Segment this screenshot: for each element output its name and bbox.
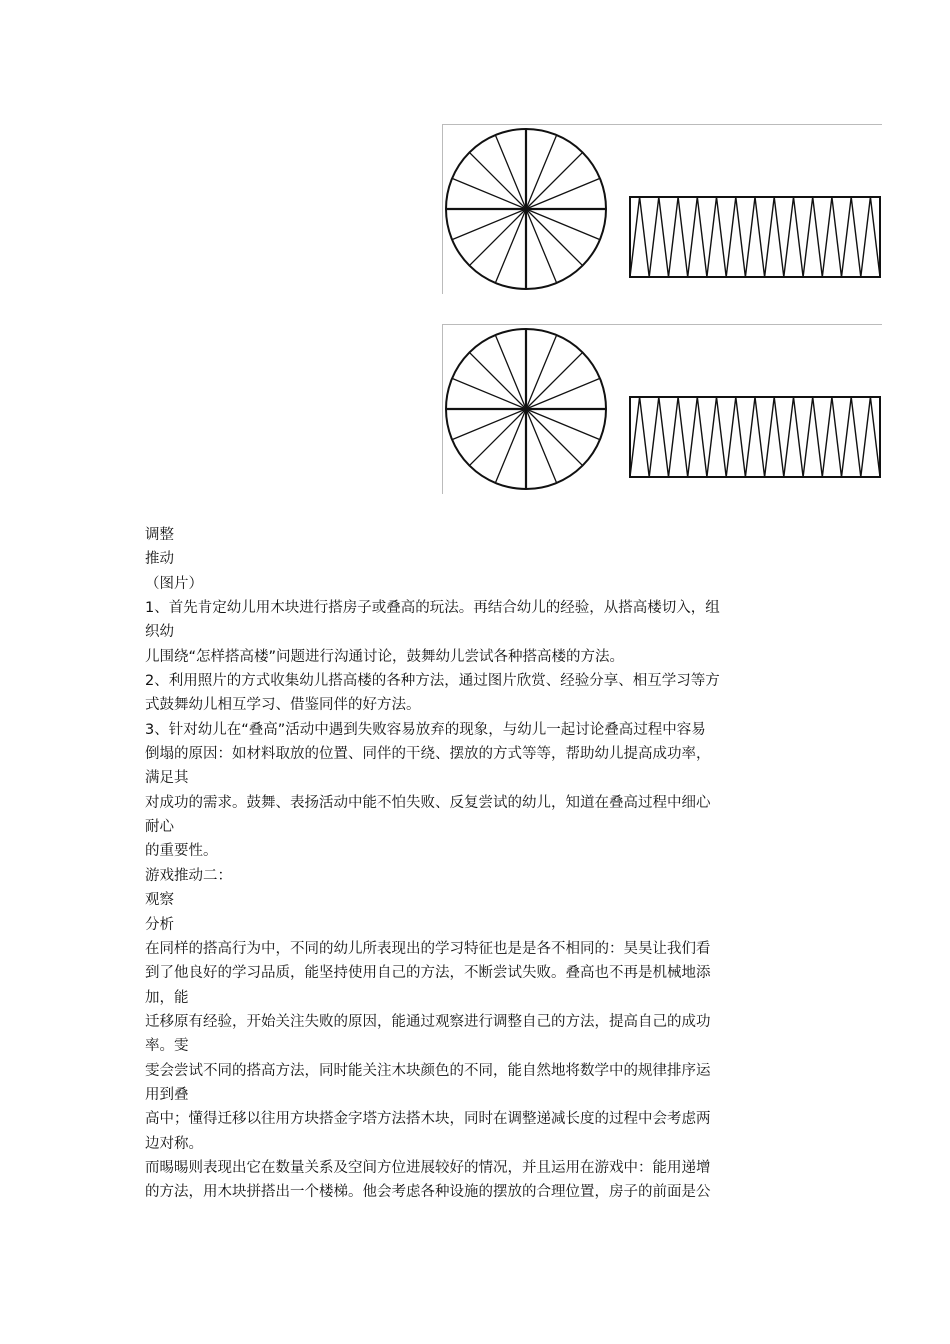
circle-spoke <box>526 152 583 209</box>
circle-spoke <box>469 209 526 266</box>
text-line: 雯会尝试不同的搭高方法，同时能关注木块颜色的不同，能自然地将数学中的规律排序运 <box>145 1062 711 1079</box>
diagram-figure-2 <box>442 324 882 494</box>
text-line: 边对称。 <box>145 1135 203 1152</box>
text-line: 游戏推动二： <box>145 867 232 884</box>
text-line: 对成功的需求。鼓舞、表扬活动中能不怕失败、反复尝试的幼儿，知道在叠高过程中细心 <box>145 794 711 811</box>
text-line: 式鼓舞幼儿相互学习、借鉴同伴的好方法。 <box>145 697 421 714</box>
text-line: 观察 <box>145 892 174 909</box>
text-line: 满足其 <box>145 770 189 787</box>
zigzag-line <box>630 197 880 277</box>
text-line: 3、针对幼儿在“叠高”活动中遇到失败容易放弃的现象，与幼儿一起讨论叠高过程中容易 <box>145 721 706 738</box>
circle-spoke <box>469 152 526 209</box>
text-line: 调整 <box>145 527 174 543</box>
spoked-circle <box>446 129 606 289</box>
body-text <box>145 523 810 1205</box>
zigzag-rectangle <box>630 197 880 277</box>
text-line: 迁移原有经验，开始关注失败的原因，能通过观察进行调整自己的方法，提高自己的成功 <box>145 1013 711 1030</box>
text-line: 用到叠 <box>145 1086 189 1103</box>
circle-spoke <box>526 209 583 266</box>
text-line: 而晹晹则表现出它在数量关系及空间方位进展较好的情况，并且运用在游戏中：能用递增 <box>145 1159 711 1176</box>
circle-spoke <box>469 352 526 409</box>
text-line: 倒塌的原因：如材料取放的位置、同伴的干绕、摆放的方式等等，帮助幼儿提高成功率， <box>145 746 711 763</box>
text-line: 推动 <box>145 551 174 568</box>
diagram-figure-1 <box>442 124 882 294</box>
text-line: 1、首先肯定幼儿用木块进行搭房子或叠高的玩法。再结合幼儿的经验，从搭高楼切入，组 <box>145 600 720 617</box>
text-line: 在同样的搭高行为中，不同的幼儿所表现出的学习特征也是是各不相同的：昊昊让我们看 <box>145 940 711 957</box>
text-line: 的方法，用木块拼搭出一个楼梯。他会考虑各种设施的摆放的合理位置，房子的前面是公 <box>145 1184 711 1201</box>
text-line: 的重要性。 <box>145 843 218 860</box>
text-line: 2、利用照片的方式收集幼儿搭高楼的各种方法，通过图片欣赏、经验分享、相互学习等方 <box>145 673 720 690</box>
circle-spoke <box>469 409 526 466</box>
text-line: 高中；懂得迁移以往用方块搭金字塔方法搭木块，同时在调整递减长度的过程中会考虑两 <box>145 1111 711 1128</box>
spoked-circle <box>446 329 606 489</box>
text-line: 织幼 <box>145 624 174 641</box>
zigzag-line <box>630 397 880 477</box>
text-line: 儿围绕“怎样搭高楼”问题进行沟通讨论，鼓舞幼儿尝试各种搭高楼的方法。 <box>145 648 625 665</box>
text-line: 率。雯 <box>145 1038 189 1055</box>
circle-spoke <box>526 352 583 409</box>
circle-spoke <box>526 409 583 466</box>
text-line: （图片） <box>145 575 203 592</box>
zigzag-rectangle <box>630 397 880 477</box>
text-line: 到了他良好的学习品质，能坚持使用自己的方法，不断尝试失败。叠高也不再是机械地添 <box>145 965 711 982</box>
text-line: 耐心 <box>145 819 174 836</box>
text-line: 分析 <box>145 916 174 933</box>
text-line: 加，能 <box>145 989 189 1006</box>
